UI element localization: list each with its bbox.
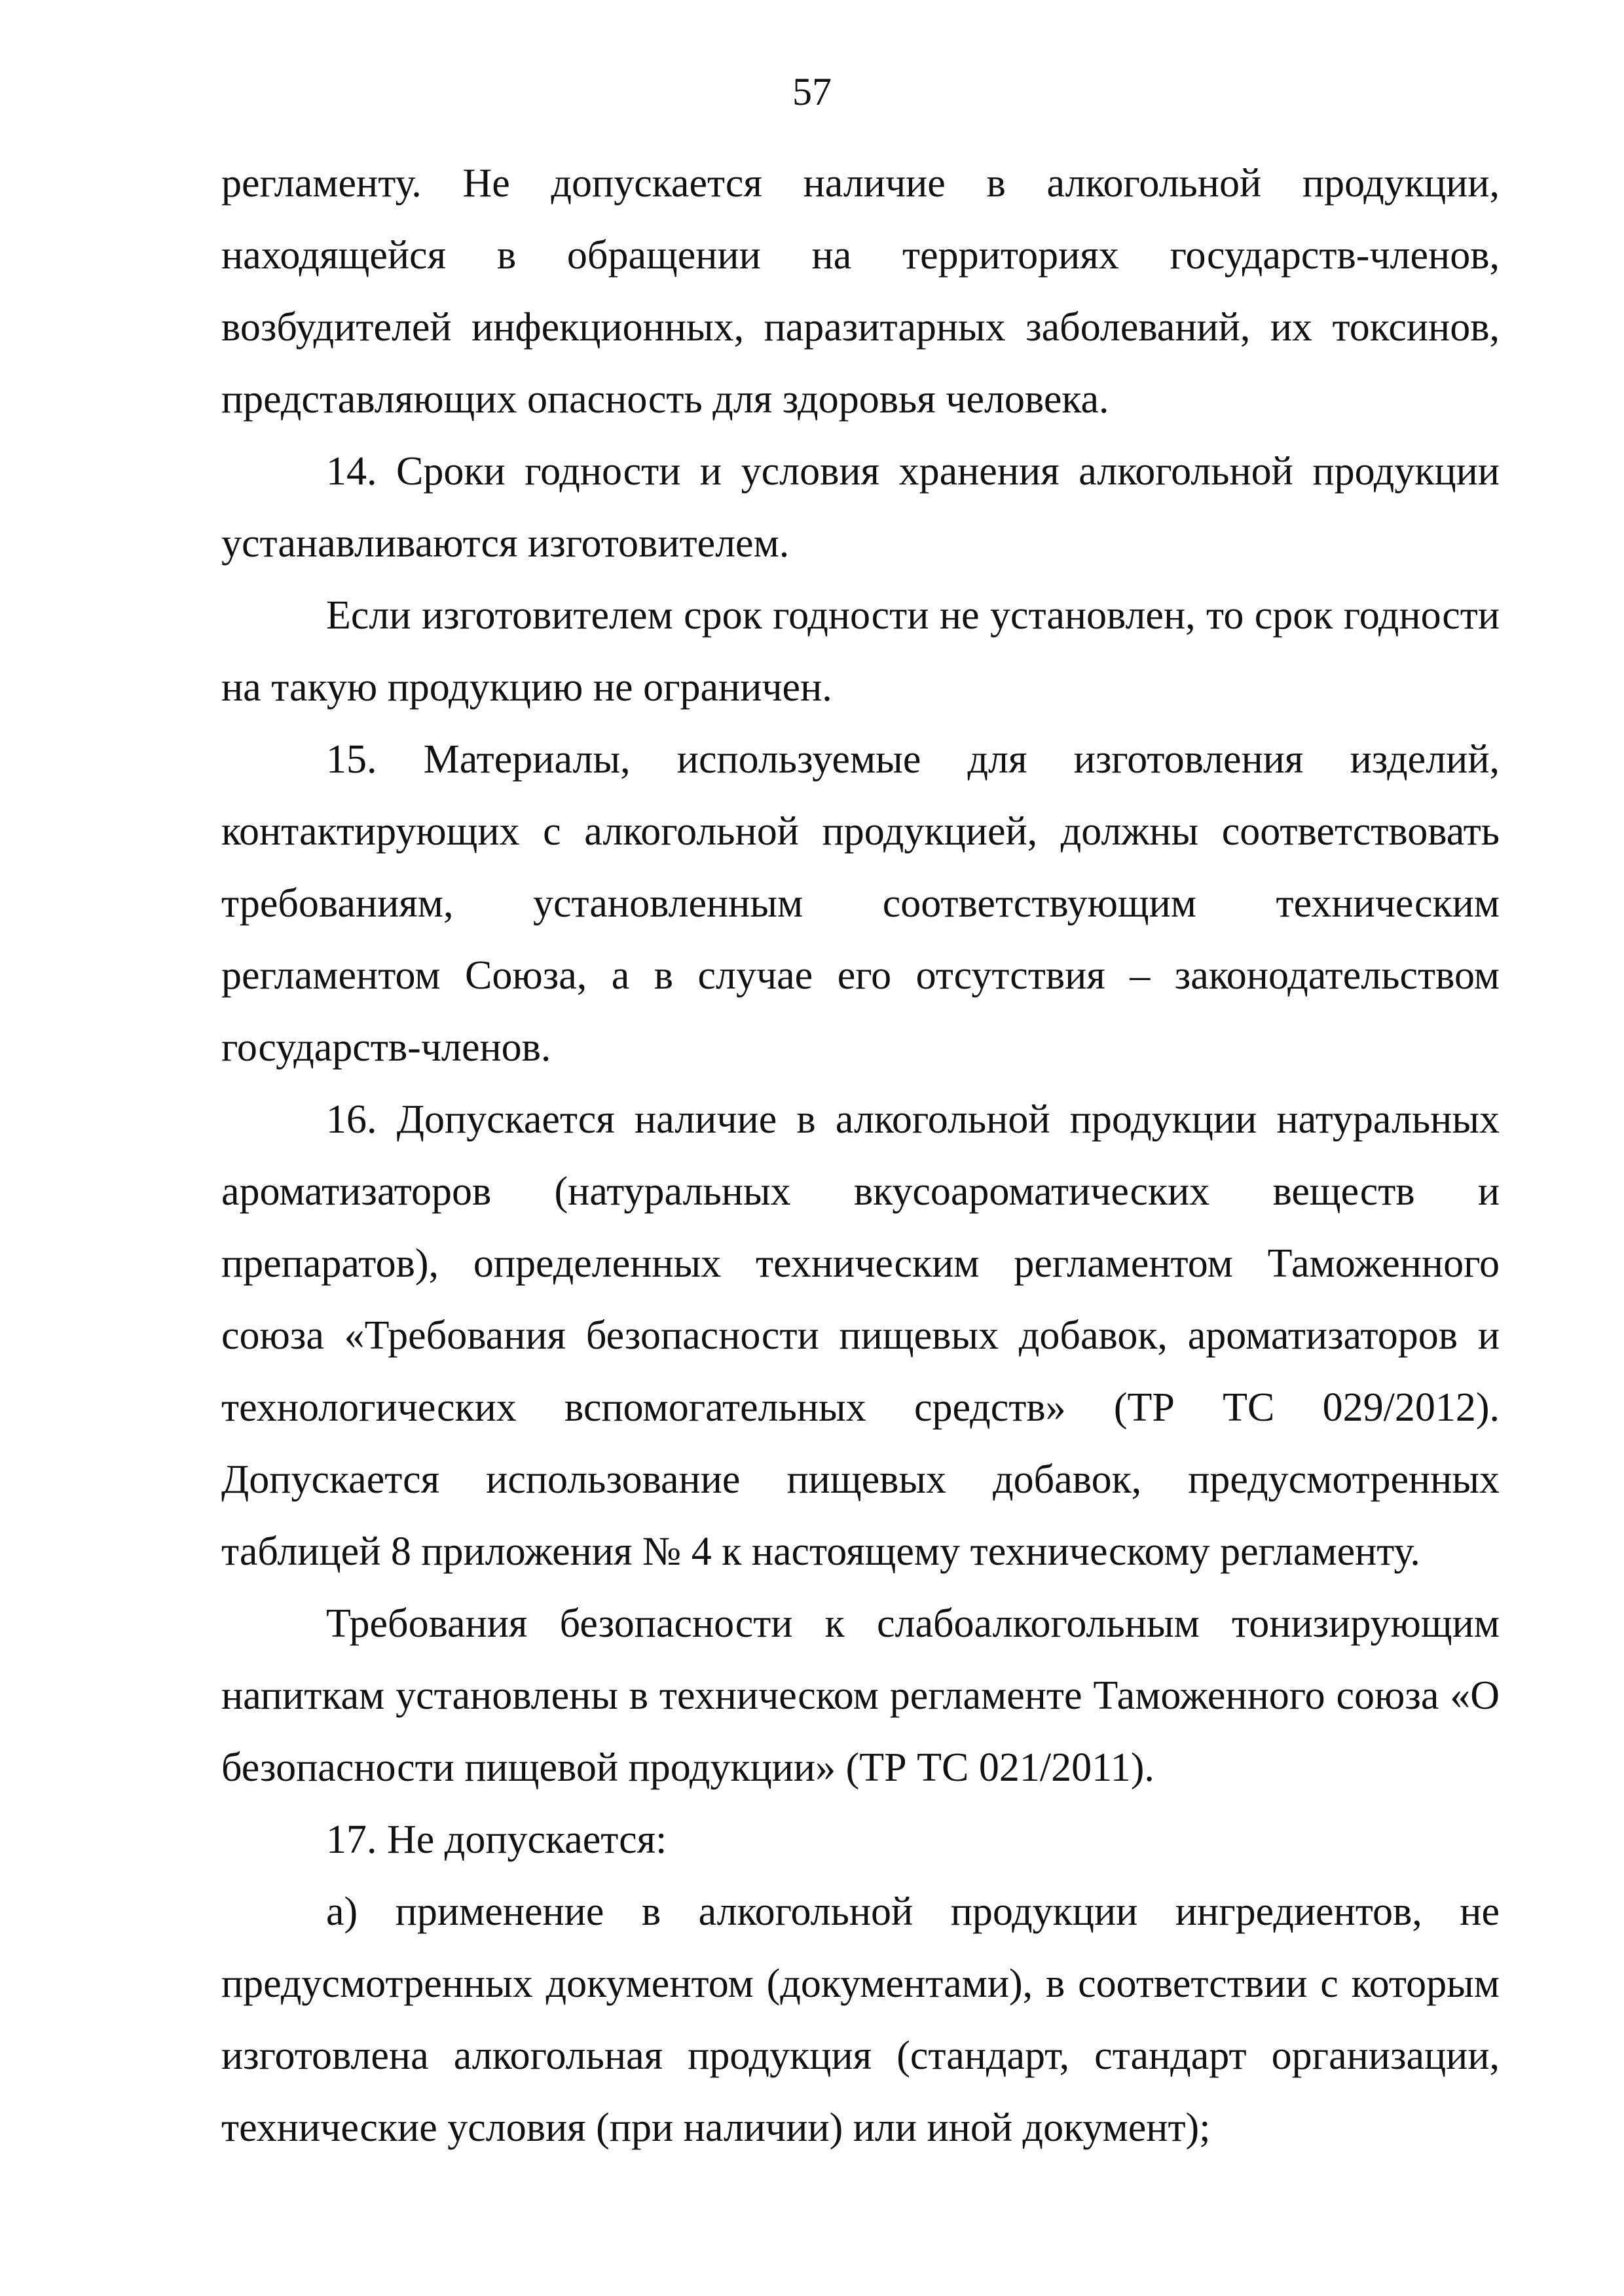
paragraph-item-17: 17. Не допускается:	[326, 1817, 667, 1862]
paragraph-item-16: 16. Допускается наличие в алкогольной продукции натуральных ароматизаторов (натуральных вкусоароматических веществ и препаратов), определенных техническим регламентом Таможенного союза «Требования безопасности пищевых добавок, ароматизаторов и технологических вспомогательных средств» (ТР ТС 029/2012). Допускается использование пищевых добавок, предусмотренных таблицей 8 приложения № 4 к настоящему техническому регламенту.	[221, 1097, 1500, 1574]
paragraph-low-alcohol-note: Требования безопасности к слабоалкогольным тонизирующим напиткам установлены в техническом регламенте Таможенного союза «О безопасности пищевой продукции» (ТР ТС 021/2011).	[221, 1601, 1500, 1790]
paragraph-item-14: 14. Сроки годности и условия хранения алкогольной продукции устанавливаются изготовителем.	[221, 449, 1500, 566]
document-body	[221, 147, 1500, 2164]
paragraph-item-15: 15. Материалы, используемые для изготовления изделий, контактирующих с алкогольной продукцией, должны соответствовать требованиям, установленным соответствующим техническим регламентом Союза, а в случае его отсутствия – законодательством государств-членов.	[221, 737, 1500, 1070]
paragraph-item-17a: а) применение в алкогольной продукции ингредиентов, не предусмотренных документом (документами), в соответствии с которым изготовлена алкогольная продукция (стандарт, стандарт организации, технические условия (при наличии) или иной документ);	[221, 1889, 1500, 2150]
paragraph-continuation: регламенту. Не допускается наличие в алкогольной продукции, находящейся в обращении на территориях государств-членов, возбудителей инфекционных, паразитарных заболеваний, их токсинов, представляющих опасность для здоровья человека.	[221, 161, 1500, 422]
paragraph-shelf-life-note: Если изготовителем срок годности не установлен, то срок годности на такую продукцию не ограничен.	[221, 593, 1500, 710]
page-number: 57	[792, 70, 832, 113]
